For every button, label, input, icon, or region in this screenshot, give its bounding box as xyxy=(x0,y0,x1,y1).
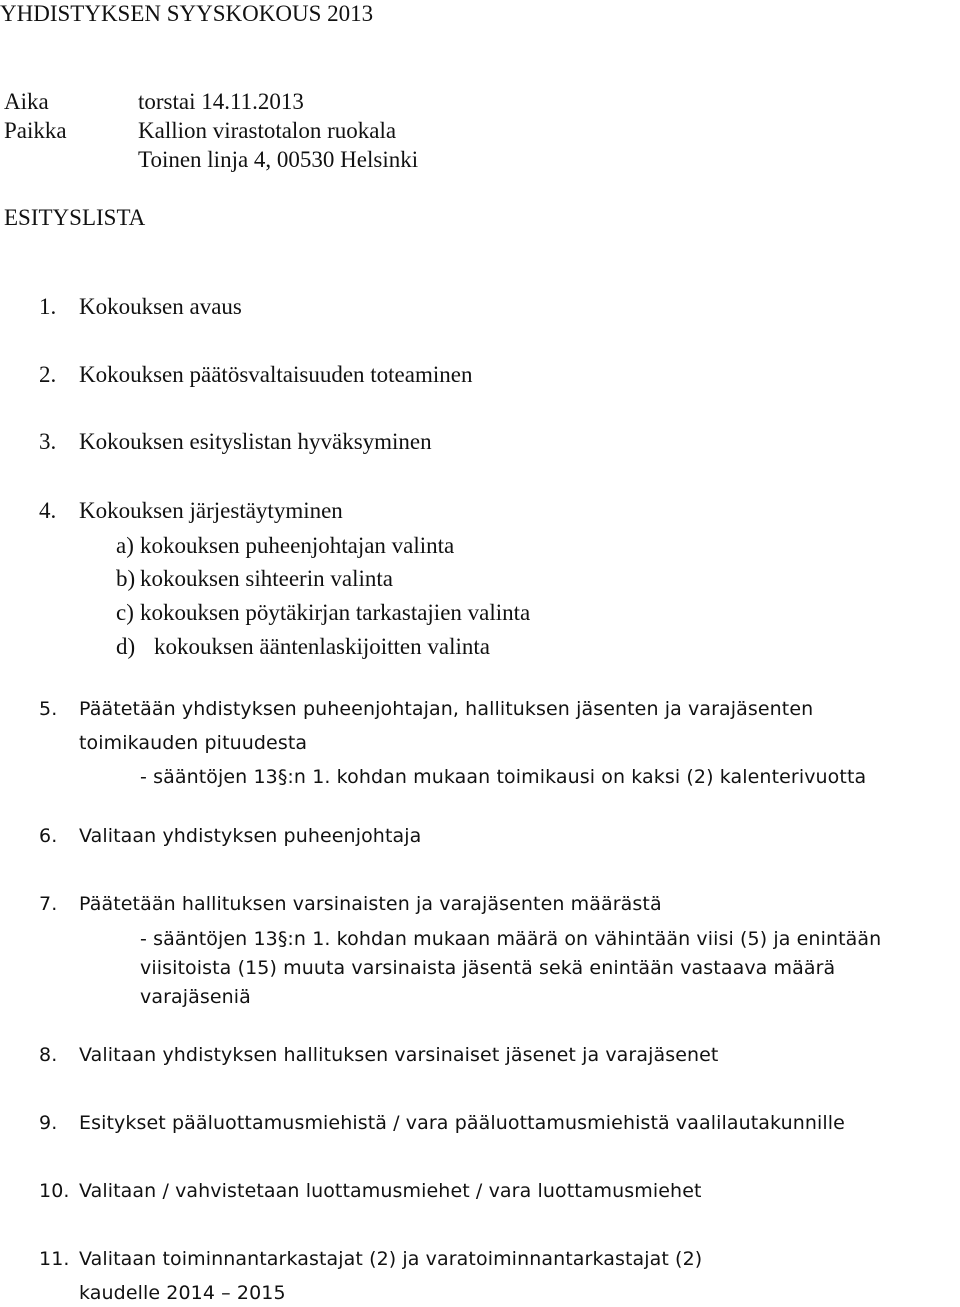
sub-item-text: kokouksen sihteerin valinta xyxy=(140,566,393,591)
sub-item-label: c) xyxy=(116,600,134,625)
place-line-2: Toinen linja 4, 00530 Helsinki xyxy=(138,147,419,172)
time-value: torstai 14.11.2013 xyxy=(138,89,304,114)
agenda-item-number: 2. xyxy=(39,362,57,387)
agenda-item-note-continued: varajäseniä xyxy=(140,986,251,1008)
agenda-item-note: - sääntöjen 13§:n 1. kohdan mukaan määrä on vähintään viisi (5) ja enintään xyxy=(140,928,882,950)
agenda-item-number: 8. xyxy=(39,1044,58,1066)
agenda-item-text-continued: kaudelle 2014 – 2015 xyxy=(79,1282,286,1304)
agenda-item-note: - sääntöjen 13§:n 1. kohdan mukaan toimikausi on kaksi (2) kalenterivuotta xyxy=(140,766,867,788)
sub-item-text: kokouksen pöytäkirjan tarkastajien valinta xyxy=(140,600,531,625)
agenda-item-number: 9. xyxy=(39,1112,58,1134)
agenda-item-text: Valitaan yhdistyksen hallituksen varsinaiset jäsenet ja varajäsenet xyxy=(79,1044,719,1066)
agenda-item-number: 11. xyxy=(39,1248,70,1270)
place-line-1: Kallion virastotalon ruokala xyxy=(138,118,397,143)
agenda-item-text: Esitykset pääluottamusmiehistä / vara pääluottamusmiehistä vaalilautakunnille xyxy=(79,1112,845,1134)
agenda-item-number: 4. xyxy=(39,498,57,523)
agenda-item-text: Päätetään yhdistyksen puheenjohtajan, hallituksen jäsenten ja varajäsenten xyxy=(79,698,814,720)
agenda-item-number: 1. xyxy=(39,294,57,319)
agenda-item-text-continued: toimikauden pituudesta xyxy=(79,732,308,754)
document-title: YHDISTYKSEN SYYSKOKOUS 2013 xyxy=(0,1,374,26)
agenda-item-text: Valitaan / vahvistetaan luottamusmiehet / vara luottamusmiehet xyxy=(79,1180,702,1202)
agenda-item-text: Kokouksen avaus xyxy=(79,294,242,319)
sub-item-text: kokouksen ääntenlaskijoitten valinta xyxy=(154,634,490,659)
sub-item-label: d) xyxy=(116,634,136,659)
agenda-item-number: 3. xyxy=(39,429,57,454)
agenda-item-text: Kokouksen esityslistan hyväksyminen xyxy=(79,429,432,454)
agenda-item-number: 6. xyxy=(39,825,58,847)
agenda-item-text: Valitaan yhdistyksen puheenjohtaja xyxy=(79,825,422,847)
sub-item-label: b) xyxy=(116,566,136,591)
agenda-item-text: Valitaan toiminnantarkastajat (2) ja varatoiminnantarkastajat (2) xyxy=(79,1248,703,1270)
agenda-item-text: Kokouksen päätösvaltaisuuden toteaminen xyxy=(79,362,473,387)
agenda-heading: ESITYSLISTA xyxy=(4,205,146,230)
sub-item-label: a) xyxy=(116,533,134,558)
time-label: Aika xyxy=(4,89,49,114)
sub-item-text: kokouksen puheenjohtajan valinta xyxy=(140,533,455,558)
agenda-item-number: 7. xyxy=(39,893,58,915)
place-label: Paikka xyxy=(4,118,67,143)
agenda-item-text: Päätetään hallituksen varsinaisten ja varajäsenten määrästä xyxy=(79,893,662,915)
agenda-item-text: Kokouksen järjestäytyminen xyxy=(79,498,343,523)
agenda-item-number: 10. xyxy=(39,1180,70,1202)
agenda-item-number: 5. xyxy=(39,698,58,720)
agenda-item-note-continued: viisitoista (15) muuta varsinaista jäsentä sekä enintään vastaava määrä xyxy=(140,957,836,979)
